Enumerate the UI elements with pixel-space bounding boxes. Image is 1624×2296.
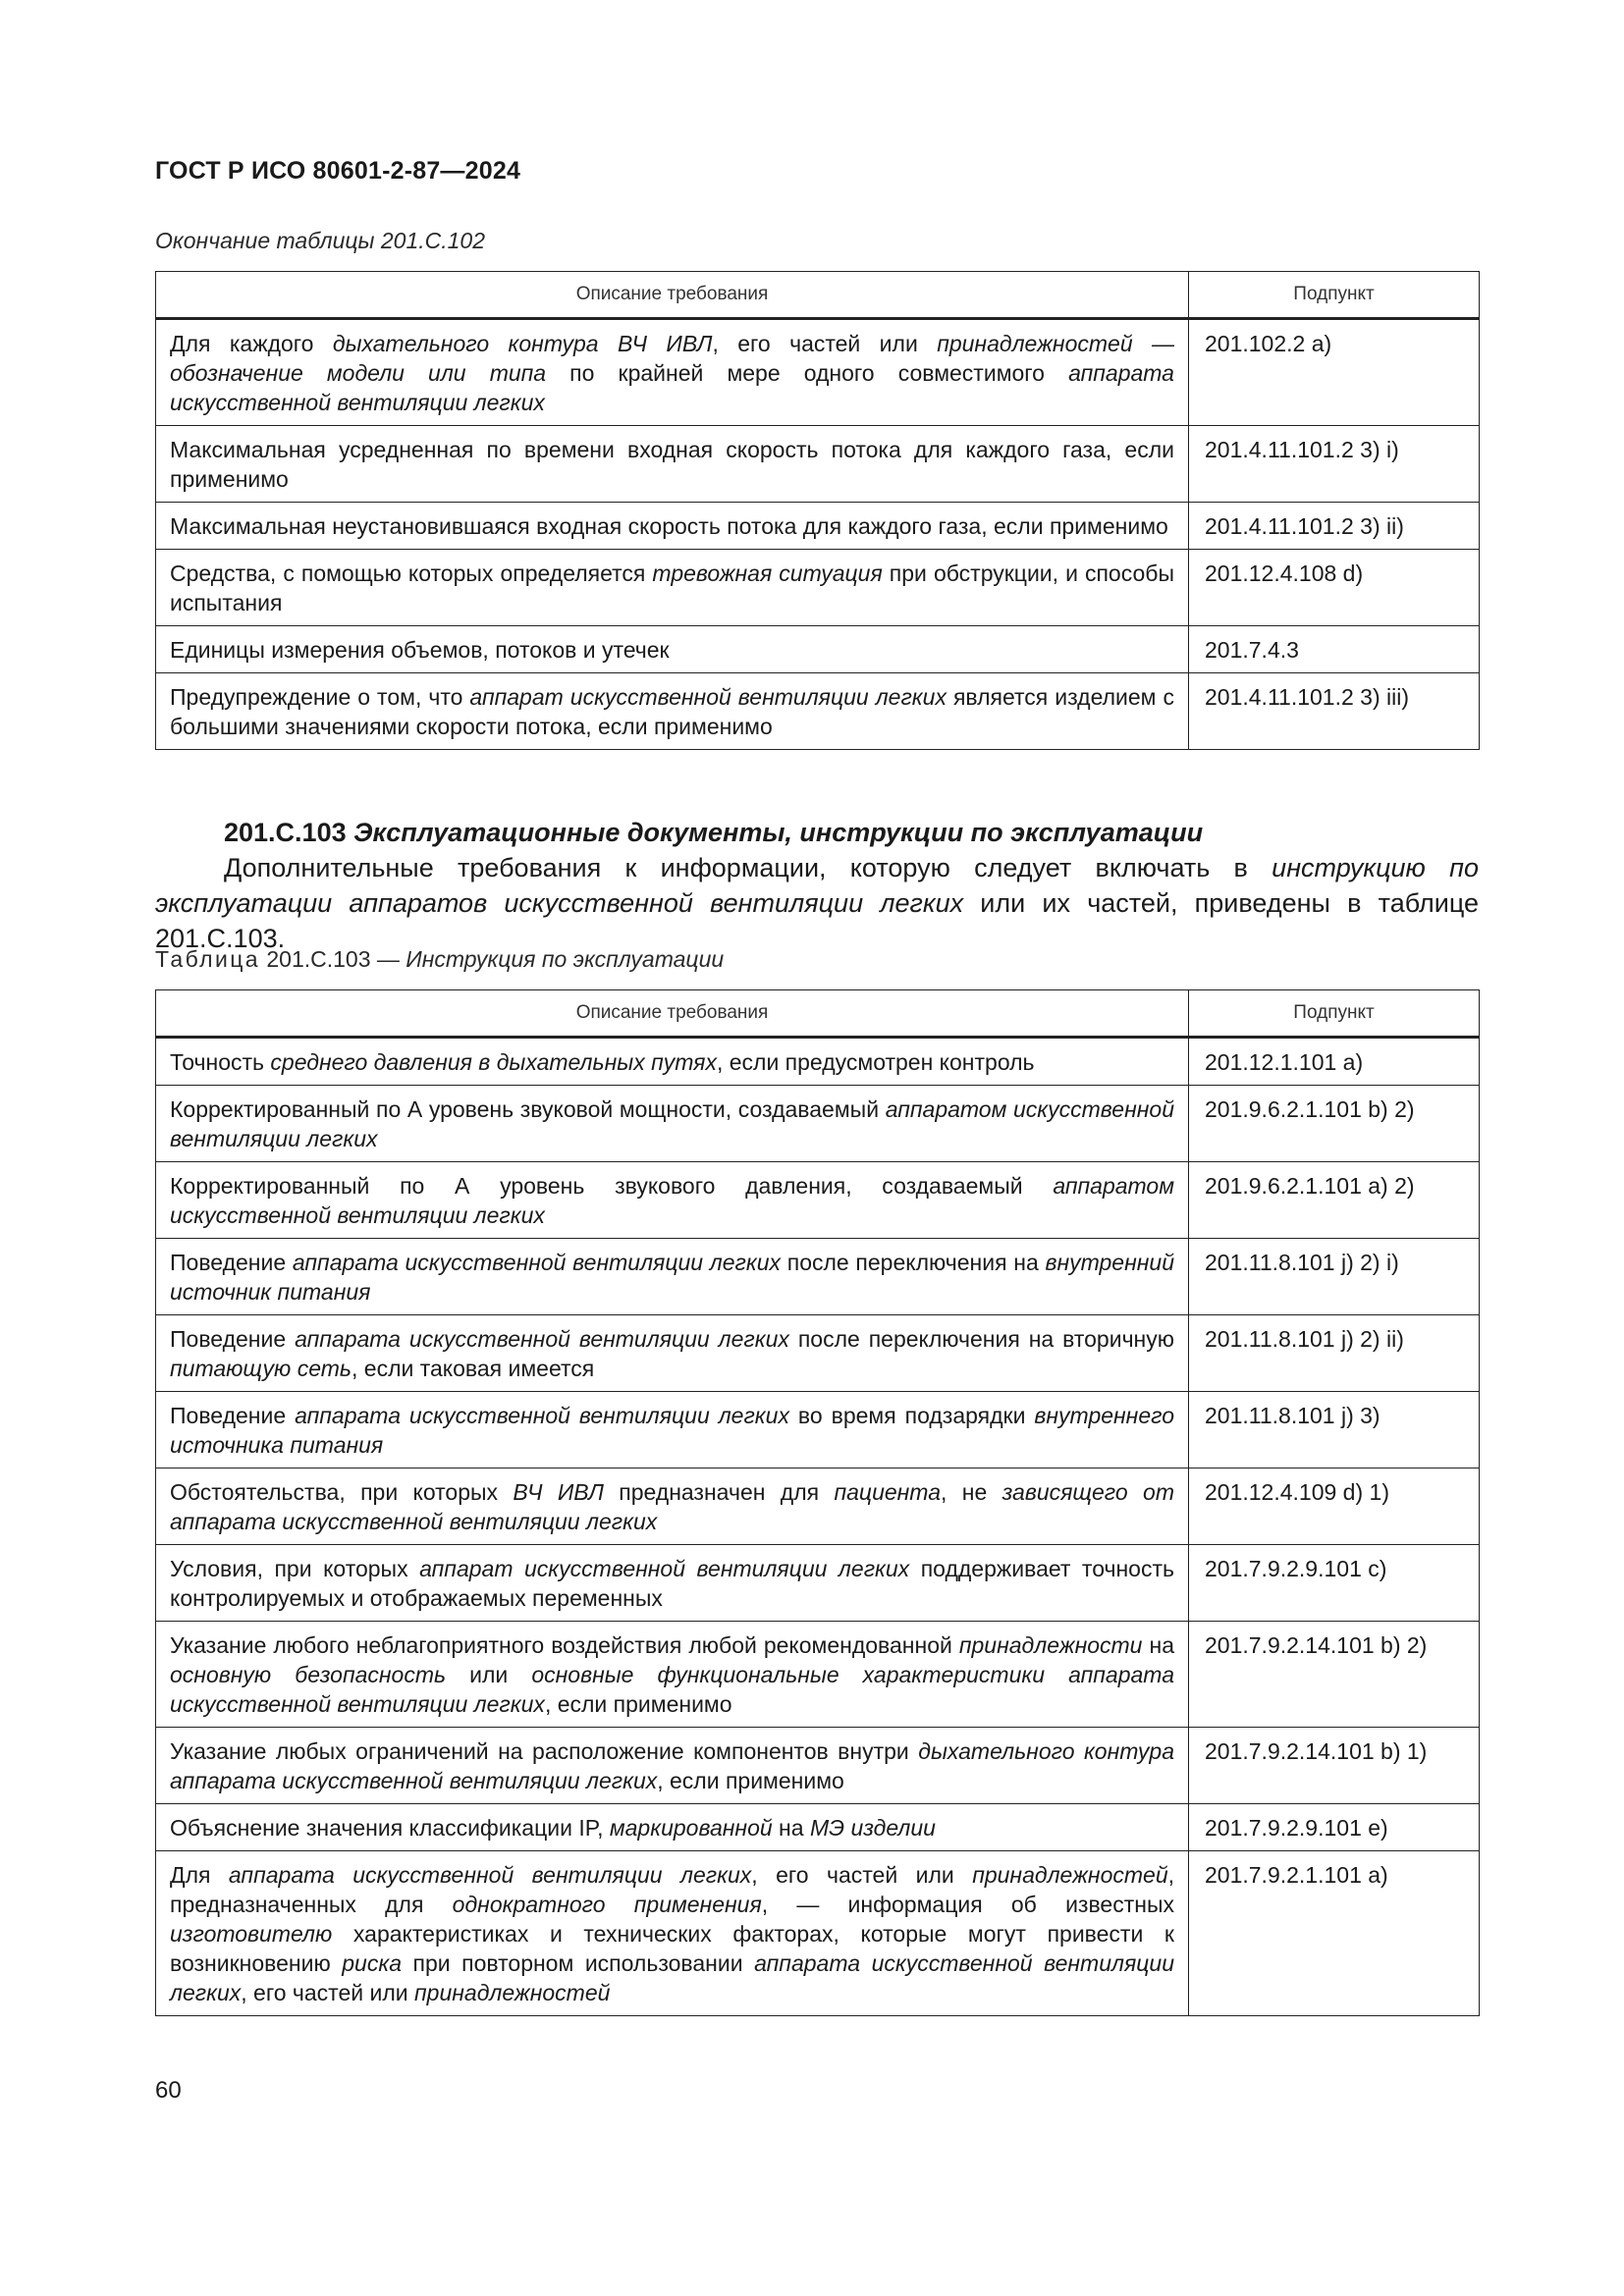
table-row [156,1622,1480,1728]
table-row [156,503,1480,550]
table2-description-cell: Для аппарата искусственной вентиляции легких, его частей или принадлежностей, предназначенных для однократного применения, — информация об известных изготовителю характеристиках и технических факторах, которые могут привести к возникновению риска при повторном использовании аппарата искусственной вентиляции легких, его частей или принадлежностей [156,1851,1189,2016]
table-201-c-102-end [155,271,1480,750]
table-row [156,1468,1480,1545]
table1-subclause-cell: 201.7.4.3 [1189,626,1480,673]
table2-caption [155,946,724,973]
table1-subclause-cell: 201.4.11.101.2 3) i) [1189,426,1480,503]
table1-subclause-cell: 201.12.4.108 d) [1189,550,1480,626]
table2-subclause-cell: 201.7.9.2.9.101 е) [1189,1804,1480,1851]
section-number: 201.С.103 [224,818,347,847]
table2-caption-lead: Таблица [155,946,260,972]
table1-caption: Окончание таблицы 201.С.102 [155,228,486,253]
table2-subclause-cell: 201.12.1.101 а) [1189,1038,1480,1086]
table1-description-cell: Для каждого дыхательного контура ВЧ ИВЛ, его частей или принадлежностей — обозначение модели или типа по крайней мере одного совместимого аппарата искусственной вентиляции легких [156,319,1189,426]
table2-description-cell: Корректированный по А уровень звуковой мощности, создаваемый аппаратом искусственной вентиляции легких [156,1086,1189,1162]
table1-description-cell: Средства, с помощью которых определяется тревожная ситуация при обструкции, и способы испытания [156,550,1189,626]
section-heading [155,815,1479,850]
table2-description-cell: Условия, при которых аппарат искусственной вентиляции легких поддерживает точность контролируемых и отображаемых переменных [156,1545,1189,1622]
table2-subclause-cell: 201.9.6.2.1.101 а) 2) [1189,1162,1480,1239]
section-201-c-103 [155,815,1479,956]
table2-col-description: Описание требования [156,990,1189,1038]
table-row [156,1545,1480,1622]
table-row [156,1315,1480,1392]
table2-subclause-cell: 201.11.8.101 j) 2) i) [1189,1239,1480,1315]
table-row [156,626,1480,673]
table-row [156,673,1480,750]
table1-col-description: Описание требования [156,272,1189,319]
table-row [156,1239,1480,1315]
table2-description-cell: Указание любого неблагоприятного воздействия любой рекомендованной принадлежности на основную безопасность или основные функциональные характеристики аппарата искусственной вентиляции легких, если применимо [156,1622,1189,1728]
table2-subclause-cell: 201.7.9.2.9.101 с) [1189,1545,1480,1622]
table2-subclause-cell: 201.11.8.101 j) 2) ii) [1189,1315,1480,1392]
table2-description-cell: Обстоятельства, при которых ВЧ ИВЛ предназначен для пациента, не зависящего от аппарата искусственной вентиляции легких [156,1468,1189,1545]
table1-subclause-cell: 201.4.11.101.2 3) iii) [1189,673,1480,750]
section-title: Эксплуатационные документы, инструкции по эксплуатации [353,818,1204,847]
table-row [156,550,1480,626]
table2-col-subclause: Подпункт [1189,990,1480,1038]
table-row [156,1162,1480,1239]
table-row [156,1851,1480,2016]
table2-description-cell: Поведение аппарата искусственной вентиляции легких после переключения на вторичную питающую сеть, если таковая имеется [156,1315,1189,1392]
table2-description-cell: Указание любых ограничений на расположение компонентов внутри дыхательного контура аппарата искусственной вентиляции легких, если применимо [156,1728,1189,1804]
table-row [156,1392,1480,1468]
table1-col-subclause: Подпункт [1189,272,1480,319]
section-body: Дополнительные требования к информации, которую следует включать в инструкцию по эксплуатации аппаратов искусственной вентиляции легких или их частей, приведены в таблице 201.С.103. [155,853,1479,953]
table2-description-cell: Поведение аппарата искусственной вентиляции легких после переключения на внутренний источник питания [156,1239,1189,1315]
table2-subclause-cell: 201.9.6.2.1.101 b) 2) [1189,1086,1480,1162]
table2-subclause-cell: 201.7.9.2.1.101 а) [1189,1851,1480,2016]
table2-subclause-cell: 201.7.9.2.14.101 b) 2) [1189,1622,1480,1728]
table2-caption-title: Инструкция по эксплуатации [406,946,725,972]
table2-subclause-cell: 201.7.9.2.14.101 b) 1) [1189,1728,1480,1804]
table1-description-cell: Предупреждение о том, что аппарат искусственной вентиляции легких является изделием с большими значениями скорости потока, если применимо [156,673,1189,750]
table1-description-cell: Максимальная неустановившаяся входная скорость потока для каждого газа, если применимо [156,503,1189,550]
table2-description-cell: Объяснение значения классификации IP, маркированной на МЭ изделии [156,1804,1189,1851]
table2-subclause-cell: 201.11.8.101 j) 3) [1189,1392,1480,1468]
table-row [156,1804,1480,1851]
table2-header-row [156,990,1480,1038]
table-row [156,319,1480,426]
page-number: 60 [155,2077,182,2104]
table2-description-cell: Поведение аппарата искусственной вентиляции легких во время подзарядки внутреннего источника питания [156,1392,1189,1468]
table-row [156,1086,1480,1162]
table1-header-row [156,272,1480,319]
table-row [156,1038,1480,1086]
table1-description-cell: Максимальная усредненная по времени входная скорость потока для каждого газа, если применимо [156,426,1189,503]
table2-description-cell: Точность среднего давления в дыхательных путях, если предусмотрен контроль [156,1038,1189,1086]
table2-subclause-cell: 201.12.4.109 d) 1) [1189,1468,1480,1545]
table1-subclause-cell: 201.4.11.101.2 3) ii) [1189,503,1480,550]
table1-description-cell: Единицы измерения объемов, потоков и утечек [156,626,1189,673]
document-header: ГОСТ Р ИСО 80601-2-87—2024 [155,157,521,185]
table2-description-cell: Корректированный по А уровень звукового давления, создаваемый аппаратом искусственной вентиляции легких [156,1162,1189,1239]
table-201-c-103 [155,989,1480,2016]
table-row [156,426,1480,503]
table-row [156,1728,1480,1804]
table2-caption-number: 201.С.103 — [266,946,400,972]
table1-subclause-cell: 201.102.2 а) [1189,319,1480,426]
